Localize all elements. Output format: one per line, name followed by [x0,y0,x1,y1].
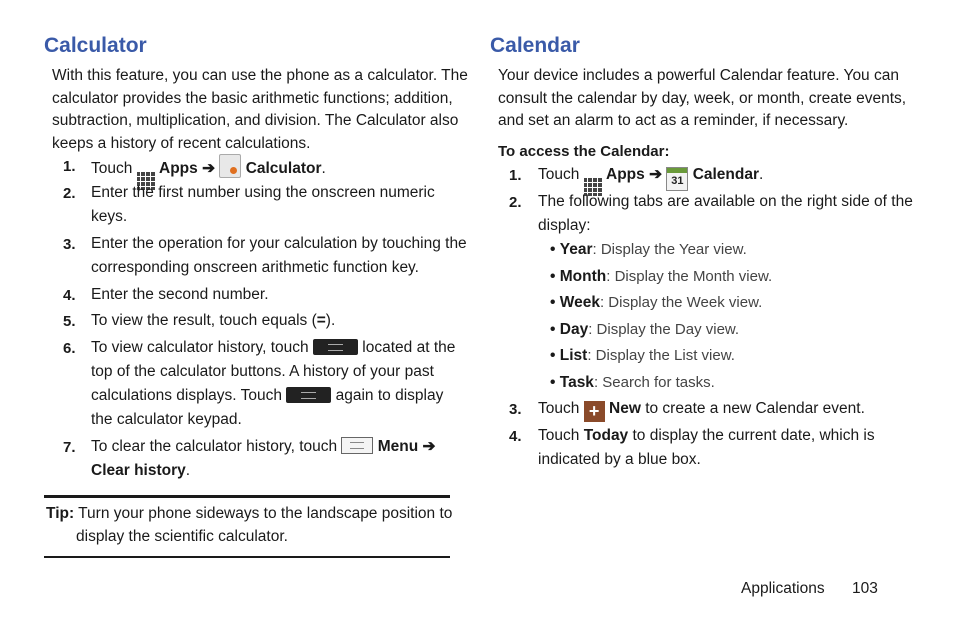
step-text: Enter the first number using the onscreen numeric [91,184,435,201]
tab-month [550,268,772,286]
calc-step-3 [91,232,467,280]
tab-desc: : Display the Day view. [588,321,740,338]
intro-line: and set an alarm to act as a reminder, if necessary. [498,112,849,129]
step-text: The following tabs are available on the right side of the [538,193,913,210]
history-button-icon [286,387,331,403]
calendar-icon: 31 [666,167,688,191]
step-text: Enter the operation for your calculation by touching the [91,235,467,252]
tip-line: Turn your phone sideways to the landscape position to [78,505,453,522]
tab-task [550,374,715,392]
tab-name: Week [559,294,600,311]
history-button-icon [313,339,358,355]
bullet: • [550,374,556,391]
tab-day [550,321,739,339]
intro-line: calculator provides the basic arithmetic functions; addition, [52,89,453,107]
tab-desc: : Display the Month view. [606,268,773,285]
tip-line-2: display the scientific calculator. [76,528,288,545]
clear-history-label: Clear history [91,462,186,479]
plus-icon: + [584,401,605,422]
step-text: ). [325,312,336,329]
bullet: • [550,321,556,338]
step-number: 4. [509,428,522,445]
calc-step-7 [91,435,436,483]
calc-step-5 [91,309,335,333]
tab-desc: : Display the List view. [587,347,735,364]
cal-step-4 [538,424,875,472]
tab-year [550,241,747,259]
bullet: • [550,268,556,285]
tab-week [550,294,762,312]
tab-name: Year [559,241,593,258]
step-text: . [321,160,326,177]
step-text: display: [538,217,591,234]
tab-name: Month [559,268,607,285]
calc-step-6 [91,336,455,432]
step-text: again to display [335,387,444,404]
tab-name: List [559,347,588,364]
tab-desc: : Display the Year view. [592,241,747,258]
step-text: indicated by a blue box. [538,451,701,468]
bullet: • [550,294,556,311]
step-number: 1. [63,158,76,175]
step-text: To clear the calculator history, touch [91,438,338,455]
calc-step-2 [91,181,435,229]
step-number: 3. [63,236,76,253]
tab-desc: : Search for tasks. [593,374,715,391]
intro-line: subtraction, multiplication, and division. The Calculator also [52,112,459,129]
tab-name: Day [559,321,589,338]
calculator-intro [52,65,468,155]
step-text: Enter the second number. [91,286,269,303]
step-number: 2. [509,194,522,211]
step-text: Touch [91,160,133,177]
step-text: to display the current date, which is [632,427,875,444]
step-number: 2. [63,185,76,202]
tip-text [46,502,452,526]
calendar-label: Calendar [692,166,760,183]
calendar-heading: Calendar [490,34,580,57]
apps-label: Apps [606,166,645,183]
page-number: 103 [852,580,878,597]
step-number: 6. [63,340,76,357]
bullet: • [550,347,556,364]
step-number: 3. [509,401,522,418]
cal-step-3 [538,397,865,422]
new-label: New [609,400,641,417]
step-text: Touch [538,400,580,417]
intro-line: consult the calendar by day, week, or month, create events, [498,89,907,107]
equals-key: = [316,312,326,329]
step-text: To view calculator history, touch [91,339,309,356]
tab-name: Task [559,374,594,391]
footer-section: Applications [741,580,825,597]
calc-step-4 [91,283,269,307]
calculator-heading: Calculator [44,34,147,57]
tab-desc: : Display the Week view. [599,294,763,311]
apps-label: Apps [159,160,198,177]
intro-line: keeps a history of recent calculations. [52,134,311,152]
step-text: calculations displays. Touch [91,387,282,404]
calculator-icon [219,154,241,178]
step-number: 7. [63,439,76,456]
step-text: Touch [538,427,580,444]
calendar-intro [498,65,906,133]
bullet: • [550,241,556,258]
step-text: . [759,166,764,183]
cal-step-2 [538,190,913,238]
arrow-icon: ➔ [649,166,663,183]
tab-list [550,347,735,365]
step-text: the calculator keypad. [91,411,242,428]
menu-label: Menu [377,438,419,455]
access-calendar-heading: To access the Calendar: [498,143,670,160]
step-text: corresponding onscreen arithmetic function key. [91,259,419,276]
step-text: to create a new Calendar event. [645,400,865,417]
menu-key-icon [341,437,373,454]
arrow-icon: ➔ [422,438,436,455]
step-text: . [185,462,191,479]
step-text: located at the [362,339,456,356]
calculator-label: Calculator [245,160,322,177]
step-text: top of the calculator buttons. A history of your past [91,363,434,380]
step-text: keys. [91,208,128,225]
intro-line: With this feature, you can use the phone as a calculator. The [52,67,468,84]
step-number: 1. [509,167,522,184]
step-text: Touch [538,166,580,183]
today-label: Today [583,427,629,444]
step-number: 5. [63,313,76,330]
arrow-icon: ➔ [202,160,216,177]
step-text: To view the result, touch equals ( [91,312,317,329]
step-number: 4. [63,287,76,304]
intro-line: Your device includes a powerful Calendar feature. You can [498,67,899,84]
tip-label: Tip: [46,505,75,522]
